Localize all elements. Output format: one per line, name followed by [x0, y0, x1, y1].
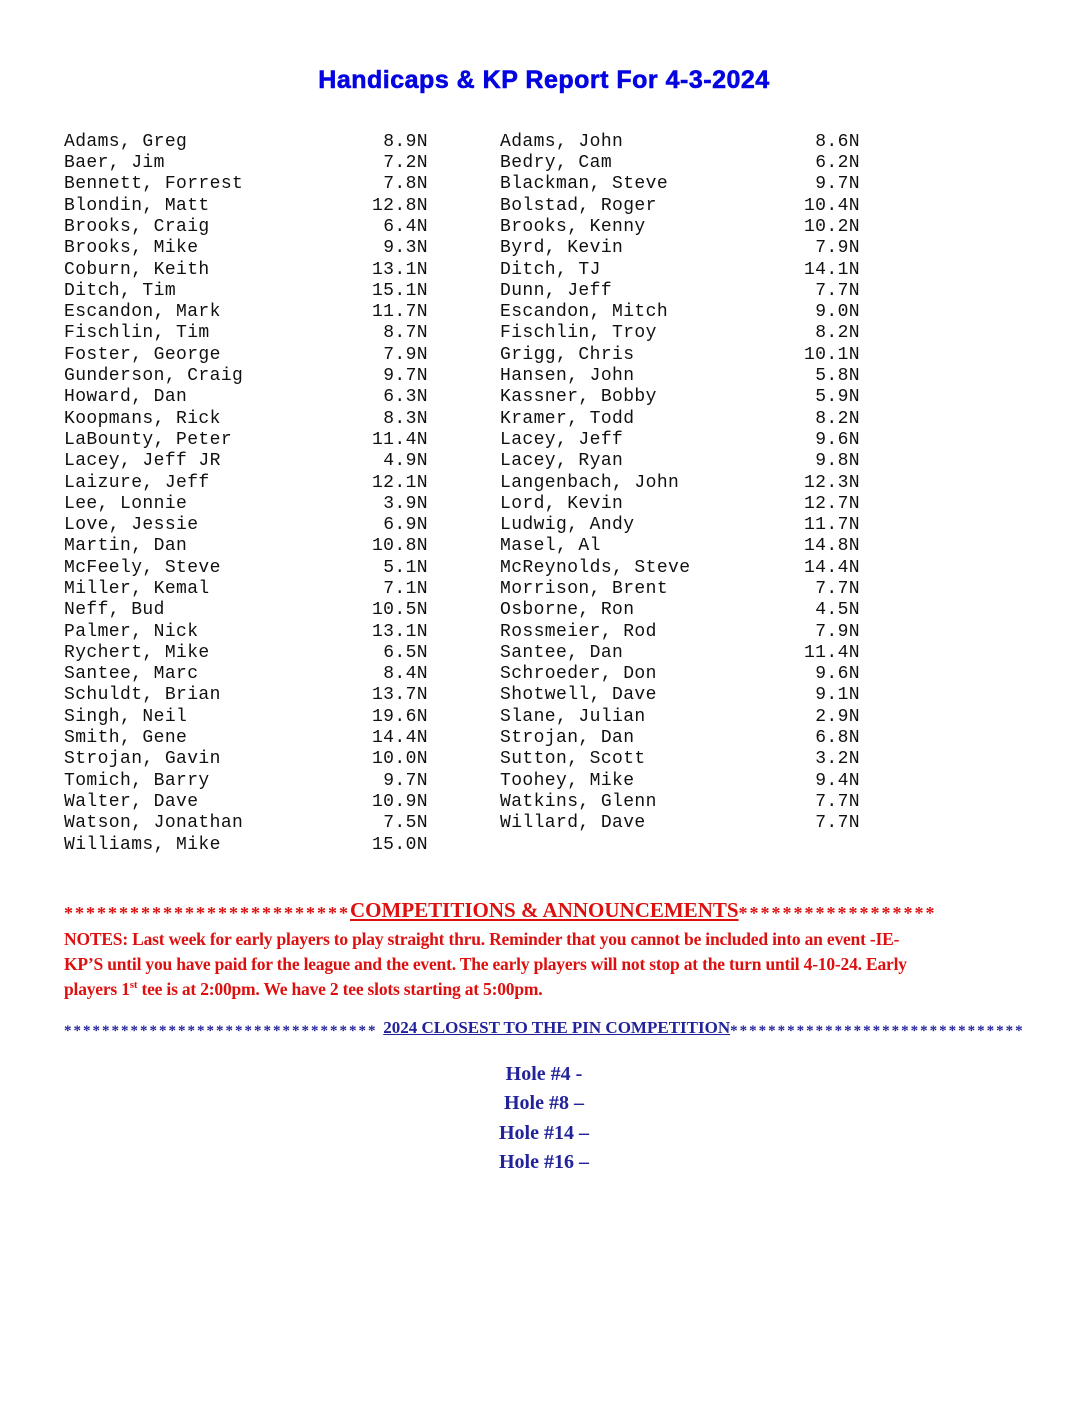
handicap-value: 9.8N: [815, 451, 860, 472]
player-name: Byrd, Kevin: [500, 238, 624, 259]
player-name: Coburn, Keith: [64, 259, 210, 280]
column-gap: [428, 238, 500, 259]
handicap-value: 2.9N: [815, 706, 860, 727]
roster-cell: [500, 217, 860, 238]
roster-row: [64, 174, 1024, 195]
player-name: Williams, Mike: [64, 834, 221, 855]
notes-text: tee is at 2:00pm. We have 2 tee slots starting at 5:00pm.: [137, 978, 543, 999]
handicap-value: 14.1N: [803, 259, 860, 280]
handicap-value: 7.8N: [383, 174, 428, 195]
handicap-value: 4.5N: [815, 600, 860, 621]
player-name: Adams, Greg: [64, 131, 188, 152]
competitions-heading-line: [64, 898, 1024, 923]
player-name: Fischlin, Troy: [500, 323, 657, 344]
handicap-value: 12.1N: [371, 472, 428, 493]
roster-cell: [500, 515, 860, 536]
roster-row: [64, 238, 1024, 259]
roster-row: [64, 771, 1024, 792]
player-name: Blackman, Steve: [500, 174, 669, 195]
handicap-value: 11.4N: [371, 429, 428, 450]
player-name: Watson, Jonathan: [64, 813, 244, 834]
roster-cell: [64, 792, 428, 813]
handicap-value: 15.0N: [371, 834, 428, 855]
column-gap: [428, 473, 500, 494]
roster-cell: [64, 153, 428, 174]
handicap-value: 7.9N: [815, 238, 860, 259]
roster-cell: [64, 174, 428, 195]
column-gap: [428, 771, 500, 792]
handicap-value: 12.3N: [803, 472, 860, 493]
player-name: Strojan, Dan: [500, 728, 635, 749]
roster-cell: [64, 558, 428, 579]
roster-cell: [500, 792, 860, 813]
column-gap: [428, 600, 500, 621]
roster-row: [64, 430, 1024, 451]
roster-row: [64, 494, 1024, 515]
kp-hole-item: Hole #8 –: [504, 1092, 584, 1115]
player-name: Rossmeier, Rod: [500, 621, 657, 642]
roster-cell: [500, 302, 860, 323]
column-gap: [428, 217, 500, 238]
column-gap: [428, 749, 500, 770]
roster-row: [64, 281, 1024, 302]
roster-row: [64, 622, 1024, 643]
roster-row: [64, 387, 1024, 408]
notes-paragraph: [64, 927, 1024, 1002]
roster-cell: [64, 813, 428, 834]
kp-heading: 2024 CLOSEST TO THE PIN COMPETITION: [383, 1017, 731, 1037]
roster-row: [64, 132, 1024, 153]
player-name: Grigg, Chris: [500, 344, 635, 365]
handicap-value: 8.2N: [815, 408, 860, 429]
roster-cell: [500, 451, 860, 472]
column-gap: [428, 835, 500, 856]
column-gap: [428, 515, 500, 536]
roster-row: [64, 451, 1024, 472]
handicap-value: 7.7N: [815, 578, 860, 599]
column-gap: [428, 707, 500, 728]
column-gap: [428, 430, 500, 451]
roster-row: [64, 600, 1024, 621]
roster-row: [64, 664, 1024, 685]
roster-cell: [64, 643, 428, 664]
roster-row: [64, 749, 1024, 770]
roster-row: [64, 813, 1024, 834]
roster-table: [64, 132, 1024, 856]
roster-cell: [64, 835, 428, 856]
column-gap: [428, 366, 500, 387]
handicap-value: 10.0N: [371, 749, 428, 770]
column-gap: [428, 153, 500, 174]
handicap-value: 9.3N: [383, 238, 428, 259]
player-name: Santee, Marc: [64, 664, 199, 685]
player-name: Adams, John: [500, 131, 624, 152]
handicap-value: 3.9N: [383, 493, 428, 514]
handicap-value: 3.2N: [815, 749, 860, 770]
handicap-value: 6.2N: [815, 153, 860, 174]
ordinal-superscript: st: [129, 979, 138, 992]
roster-cell: [500, 749, 860, 770]
roster-cell: [64, 515, 428, 536]
player-name: Fischlin, Tim: [64, 323, 210, 344]
handicap-value: 11.7N: [371, 302, 428, 323]
player-name: Langenbach, John: [500, 472, 680, 493]
player-name: Shotwell, Dave: [500, 685, 657, 706]
player-name: Tomich, Barry: [64, 770, 210, 791]
player-name: Neff, Bud: [64, 600, 165, 621]
roster-row: [64, 196, 1024, 217]
handicap-value: 8.7N: [383, 323, 428, 344]
roster-cell: [500, 622, 860, 643]
roster-cell: [64, 579, 428, 600]
handicap-value: 9.0N: [815, 302, 860, 323]
notes-line: NOTES: Last week for early players to play straight thru. Reminder that you cannot be included into an event -IE-: [64, 928, 900, 949]
roster-cell: [500, 345, 860, 366]
roster-row: [64, 643, 1024, 664]
roster-cell: [500, 771, 860, 792]
handicap-value: 9.7N: [383, 770, 428, 791]
player-name: Ditch, Tim: [64, 280, 177, 301]
roster-cell: [500, 260, 860, 281]
handicap-value: 8.3N: [383, 408, 428, 429]
player-name: Ditch, TJ: [500, 259, 601, 280]
roster-cell: [64, 281, 428, 302]
player-name: Bolstad, Roger: [500, 195, 657, 216]
roster-row: [64, 558, 1024, 579]
roster-cell: [500, 685, 860, 706]
column-gap: [428, 813, 500, 834]
handicap-value: 10.5N: [371, 600, 428, 621]
handicap-value: 14.4N: [803, 557, 860, 578]
player-name: Dunn, Jeff: [500, 280, 613, 301]
handicap-value: 6.3N: [383, 387, 428, 408]
handicap-value: 4.9N: [383, 451, 428, 472]
column-gap: [428, 345, 500, 366]
handicap-value: 19.6N: [371, 706, 428, 727]
roster-cell: [500, 409, 860, 430]
right-asterisks: ******************: [738, 902, 937, 923]
roster-cell: [500, 664, 860, 685]
handicap-value: 5.9N: [815, 387, 860, 408]
column-gap: [428, 728, 500, 749]
roster-cell: [500, 196, 860, 217]
player-name: Escandon, Mitch: [500, 302, 669, 323]
notes-line: [64, 977, 1024, 1002]
roster-cell: [500, 600, 860, 621]
handicap-value: 8.9N: [383, 131, 428, 152]
kp-hole-item: Hole #4 -: [505, 1062, 583, 1085]
column-gap: [428, 579, 500, 600]
column-gap: [428, 622, 500, 643]
handicap-value: 10.8N: [371, 536, 428, 557]
roster-cell: [64, 260, 428, 281]
player-name: Slane, Julian: [500, 706, 646, 727]
handicap-value: 10.2N: [803, 216, 860, 237]
roster-row: [64, 473, 1024, 494]
handicap-value: 6.8N: [815, 728, 860, 749]
roster-cell: [64, 728, 428, 749]
roster-cell: [64, 430, 428, 451]
roster-cell: [500, 728, 860, 749]
player-name: Lord, Kevin: [500, 493, 624, 514]
roster-row: [64, 515, 1024, 536]
player-name: Martin, Dan: [64, 536, 188, 557]
roster-cell: [64, 323, 428, 344]
roster-cell: [64, 707, 428, 728]
roster-row: [64, 579, 1024, 600]
player-name: Koopmans, Rick: [64, 408, 221, 429]
roster-cell: [500, 579, 860, 600]
handicap-value: 13.1N: [371, 621, 428, 642]
roster-cell: [64, 600, 428, 621]
player-name: Lacey, Jeff JR: [64, 451, 221, 472]
competitions-heading: COMPETITIONS & ANNOUNCEMENTS: [350, 897, 739, 922]
player-name: Brooks, Mike: [64, 238, 199, 259]
column-gap: [428, 664, 500, 685]
roster-cell: [500, 430, 860, 451]
player-name: Palmer, Nick: [64, 621, 199, 642]
roster-cell: [500, 281, 860, 302]
roster-cell: [64, 664, 428, 685]
handicap-value: 7.7N: [815, 813, 860, 834]
roster-cell: [500, 323, 860, 344]
roster-row: [64, 323, 1024, 344]
handicap-value: 9.6N: [815, 664, 860, 685]
kp-hole-item: Hole #16 –: [499, 1151, 589, 1174]
roster-cell: [64, 132, 428, 153]
column-gap: [428, 323, 500, 344]
roster-cell: [500, 536, 860, 557]
page-title: Handicaps & KP Report For 4-3-2024: [318, 66, 770, 94]
left-asterisks: **************************: [64, 902, 350, 923]
roster-cell: [500, 132, 860, 153]
roster-cell: [64, 217, 428, 238]
handicap-value: 8.4N: [383, 664, 428, 685]
roster-row: [64, 685, 1024, 706]
roster-cell: [500, 153, 860, 174]
roster-cell: [500, 643, 860, 664]
roster-cell: [64, 749, 428, 770]
handicap-value: 5.8N: [815, 366, 860, 387]
roster-cell: [64, 238, 428, 259]
roster-cell: [64, 771, 428, 792]
column-gap: [428, 558, 500, 579]
handicap-value: 9.4N: [815, 770, 860, 791]
column-gap: [428, 302, 500, 323]
player-name: Miller, Kemal: [64, 578, 210, 599]
player-name: Kramer, Todd: [500, 408, 635, 429]
handicap-value: 12.8N: [371, 195, 428, 216]
roster-cell: [64, 366, 428, 387]
player-name: Rychert, Mike: [64, 642, 210, 663]
handicap-value: 5.1N: [383, 557, 428, 578]
right-asterisks: *******************************: [730, 1022, 1025, 1039]
roster-cell: [64, 494, 428, 515]
handicap-value: 7.1N: [383, 578, 428, 599]
player-name: Santee, Dan: [500, 642, 624, 663]
roster-cell: [500, 835, 860, 856]
roster-cell: [64, 536, 428, 557]
roster-row: [64, 835, 1024, 856]
player-name: Osborne, Ron: [500, 600, 635, 621]
roster-row: [64, 153, 1024, 174]
player-name: Foster, George: [64, 344, 221, 365]
column-gap: [428, 409, 500, 430]
column-gap: [428, 174, 500, 195]
roster-cell: [64, 409, 428, 430]
handicap-value: 7.9N: [815, 621, 860, 642]
player-name: Ludwig, Andy: [500, 515, 635, 536]
handicap-value: 6.5N: [383, 642, 428, 663]
player-name: Lacey, Ryan: [500, 451, 624, 472]
roster-cell: [64, 345, 428, 366]
handicap-value: 9.7N: [383, 366, 428, 387]
roster-cell: [500, 174, 860, 195]
player-name: Smith, Gene: [64, 728, 188, 749]
column-gap: [428, 260, 500, 281]
notes-line: KP’S until you have paid for the league and the event. The early players will not stop at the turn until 4-10-24. Early: [64, 953, 907, 974]
column-gap: [428, 536, 500, 557]
handicap-value: 10.4N: [803, 195, 860, 216]
column-gap: [428, 494, 500, 515]
player-name: Strojan, Gavin: [64, 749, 221, 770]
player-name: Lee, Lonnie: [64, 493, 188, 514]
player-name: Sutton, Scott: [500, 749, 646, 770]
column-gap: [428, 685, 500, 706]
roster-cell: [64, 685, 428, 706]
player-name: Brooks, Craig: [64, 216, 210, 237]
roster-cell: [500, 813, 860, 834]
player-name: Willard, Dave: [500, 813, 646, 834]
player-name: Hansen, John: [500, 366, 635, 387]
roster-row: [64, 217, 1024, 238]
player-name: Brooks, Kenny: [500, 216, 646, 237]
handicap-value: 6.4N: [383, 216, 428, 237]
player-name: Schuldt, Brian: [64, 685, 221, 706]
player-name: Laizure, Jeff: [64, 472, 210, 493]
handicap-value: 9.1N: [815, 685, 860, 706]
roster-row: [64, 792, 1024, 813]
roster-cell: [500, 707, 860, 728]
handicap-value: 13.7N: [371, 685, 428, 706]
roster-row: [64, 409, 1024, 430]
roster-row: [64, 536, 1024, 557]
player-name: Schroeder, Don: [500, 664, 657, 685]
player-name: Blondin, Matt: [64, 195, 210, 216]
left-asterisks: *********************************: [64, 1022, 384, 1039]
handicap-value: 7.2N: [383, 153, 428, 174]
roster-cell: [64, 387, 428, 408]
player-name: Watkins, Glenn: [500, 791, 657, 812]
handicap-value: 9.6N: [815, 429, 860, 450]
column-gap: [428, 281, 500, 302]
player-name: McFeely, Steve: [64, 557, 221, 578]
handicap-value: 14.4N: [371, 728, 428, 749]
player-name: Love, Jessie: [64, 515, 199, 536]
roster-row: [64, 302, 1024, 323]
player-name: Masel, Al: [500, 536, 601, 557]
roster-cell: [500, 387, 860, 408]
kp-holes-list: [64, 1060, 1024, 1178]
player-name: Lacey, Jeff: [500, 429, 624, 450]
handicap-value: 14.8N: [803, 536, 860, 557]
column-gap: [428, 643, 500, 664]
handicap-value: 11.4N: [803, 642, 860, 663]
handicap-value: 8.2N: [815, 323, 860, 344]
handicap-value: 15.1N: [371, 280, 428, 301]
handicap-value: 10.9N: [371, 791, 428, 812]
player-name: Morrison, Brent: [500, 578, 669, 599]
roster-cell: [500, 238, 860, 259]
handicap-value: 7.7N: [815, 791, 860, 812]
handicap-value: 11.7N: [803, 515, 860, 536]
player-name: Gunderson, Craig: [64, 366, 244, 387]
roster-row: [64, 707, 1024, 728]
player-name: Singh, Neil: [64, 706, 188, 727]
player-name: Howard, Dan: [64, 387, 188, 408]
player-name: Kassner, Bobby: [500, 387, 657, 408]
roster-row: [64, 728, 1024, 749]
kp-hole-item: Hole #14 –: [499, 1121, 589, 1144]
roster-cell: [500, 558, 860, 579]
roster-cell: [64, 196, 428, 217]
roster-cell: [500, 494, 860, 515]
column-gap: [428, 792, 500, 813]
roster-cell: [64, 302, 428, 323]
player-name: Bennett, Forrest: [64, 174, 244, 195]
roster-cell: [64, 451, 428, 472]
handicap-value: 7.7N: [815, 280, 860, 301]
kp-heading-line: [64, 1018, 1024, 1038]
roster-row: [64, 345, 1024, 366]
player-name: Toohey, Mike: [500, 770, 635, 791]
column-gap: [428, 451, 500, 472]
handicap-value: 7.9N: [383, 344, 428, 365]
player-name: Walter, Dave: [64, 791, 199, 812]
column-gap: [428, 196, 500, 217]
handicap-value: 8.6N: [815, 131, 860, 152]
notes-text: players 1: [64, 978, 130, 999]
handicap-value: 6.9N: [383, 515, 428, 536]
player-name: Baer, Jim: [64, 153, 165, 174]
roster-row: [64, 366, 1024, 387]
roster-cell: [64, 473, 428, 494]
player-name: McReynolds, Steve: [500, 557, 691, 578]
roster-cell: [500, 366, 860, 387]
column-gap: [428, 387, 500, 408]
column-gap: [428, 132, 500, 153]
roster-row: [64, 260, 1024, 281]
player-name: Bedry, Cam: [500, 153, 613, 174]
handicap-value: 10.1N: [803, 344, 860, 365]
handicap-value: 12.7N: [803, 493, 860, 514]
handicap-value: 13.1N: [371, 259, 428, 280]
handicap-value: 7.5N: [383, 813, 428, 834]
roster-cell: [64, 622, 428, 643]
roster-cell: [500, 473, 860, 494]
player-name: Escandon, Mark: [64, 302, 221, 323]
player-name: LaBounty, Peter: [64, 429, 233, 450]
handicap-value: 9.7N: [815, 174, 860, 195]
